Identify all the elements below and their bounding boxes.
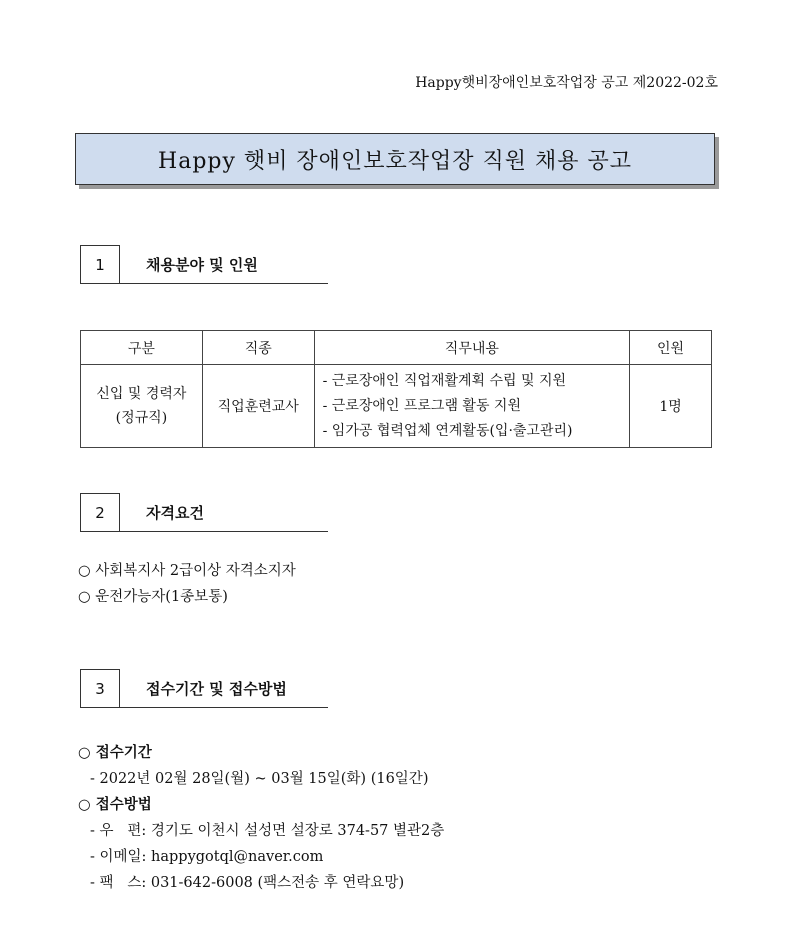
duty-item: - 임가공 협력업체 연계활동(입·출고관리) (322, 422, 573, 439)
page-title (75, 133, 715, 185)
section-2-header (80, 493, 328, 532)
page-title-text: Happy 햇비 장애인보호작업장 직원 채용 공고 (158, 148, 632, 174)
header-category: 구분 (81, 331, 203, 365)
section-1-number: 1 (80, 245, 120, 283)
section-1-label: 채용분야 및 인원 (146, 256, 258, 274)
qualification-item: ○ 운전가능자(1종보통) (78, 589, 228, 605)
recruitment-table (80, 330, 712, 448)
method-mail: - 우 편: 경기도 이천시 설성면 설장로 374-57 별관2층 (90, 823, 445, 839)
category-line-1: 신입 및 경력자 (96, 386, 187, 402)
section-2-number: 2 (80, 493, 120, 531)
header-count: 인원 (630, 331, 712, 365)
table-row (81, 365, 712, 448)
section-2-label: 자격요건 (146, 504, 204, 522)
category-line-2: (정규직) (115, 410, 168, 426)
application-info (78, 740, 444, 896)
cell-category (81, 365, 203, 448)
cell-duties (314, 365, 629, 448)
cell-count: 1명 (630, 365, 712, 448)
period-heading: ○ 접수기간 (78, 744, 152, 761)
duty-item: - 근로장애인 직업재활계획 수립 및 지원 (322, 372, 566, 389)
section-3-header (80, 669, 328, 708)
section-1-header (80, 245, 328, 284)
method-heading: ○ 접수방법 (78, 796, 152, 813)
method-email: - 이메일: happygotql@naver.com (90, 849, 324, 865)
qualification-item: ○ 사회복지사 2급이상 자격소지자 (78, 563, 296, 579)
notice-number: Happy햇비장애인보호작업장 공고 제2022-02호 (415, 75, 718, 91)
method-fax: - 팩 스: 031-642-6008 (팩스전송 후 연락요망) (90, 875, 405, 891)
duty-item: - 근로장애인 프로그램 활동 지원 (322, 397, 521, 414)
cell-job-type: 직업훈련교사 (202, 365, 314, 448)
table-header-row (81, 331, 712, 365)
period-text: - 2022년 02월 28일(월) ~ 03월 15일(화) (16일간) (90, 771, 429, 787)
section-3-number: 3 (80, 669, 120, 707)
qualifications-list (78, 558, 296, 610)
section-3-label: 접수기간 및 접수방법 (146, 680, 287, 698)
header-duties: 직무내용 (314, 331, 629, 365)
header-job-type: 직종 (202, 331, 314, 365)
